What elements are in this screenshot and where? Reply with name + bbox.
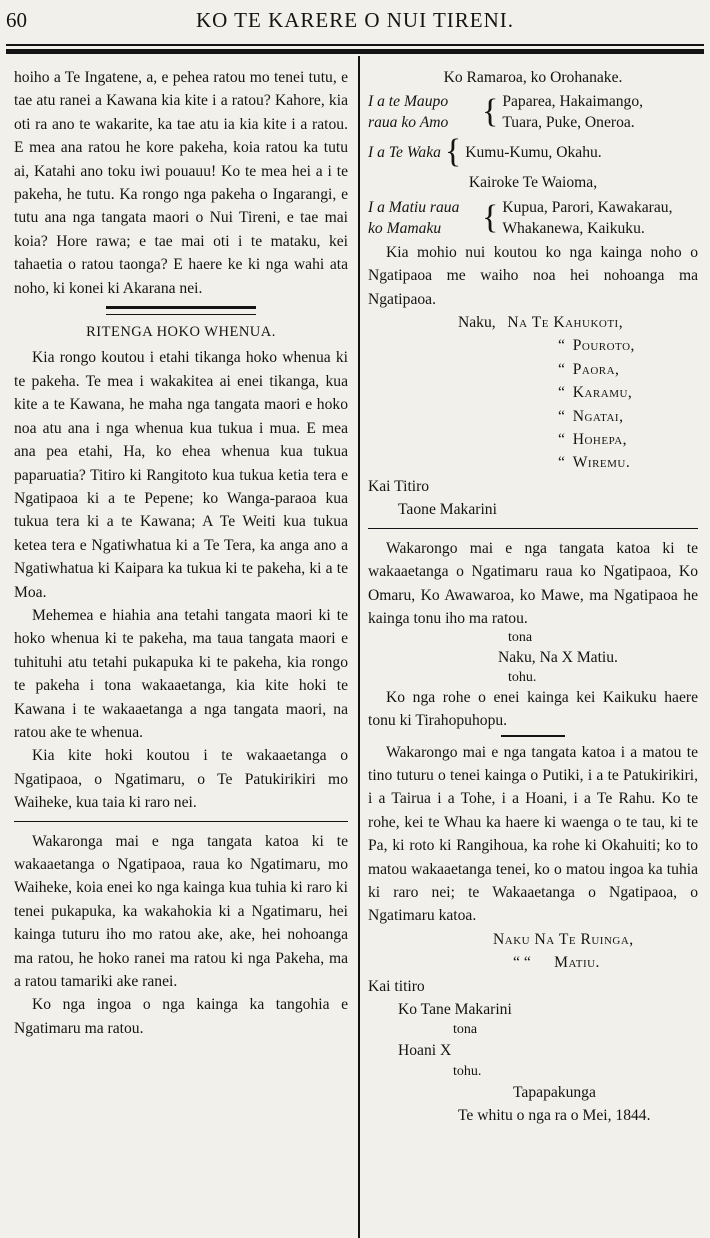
pair-2-owner: I a Te Waka xyxy=(368,143,441,161)
signature-line-main xyxy=(368,311,698,334)
pair-2-places: Kumu-Kumu, Okahu. xyxy=(465,143,602,161)
land-pair-1 xyxy=(368,91,698,133)
pair-1-owner-a: I a te Maupo xyxy=(368,93,449,111)
witness-label-2: Kai titiro xyxy=(368,977,425,995)
pair-1-owner-b: raua ko Amo xyxy=(368,114,449,132)
land-pair-2 xyxy=(368,135,698,169)
witness-name-2: Ko Tane Makarini xyxy=(398,1001,512,1018)
right-paragraph-4: Wakarongo mai e nga tangata katoa i a matou te tino tuturu o tenei kainga o Putiki, i a te Patukirikiri, i a Tairua i a Tohe, i a Hoani, i a Te Rahu. Ko te rohe, kei te Whau ka haere ki waenga o te tau, ki te Pa, ki roto ki Rangihoua, ka rohe ki Okahuiti; ko to matou wakaaetanga tenei, ko o matou ingoa ka tuhia ki raro nei; te Wakaaetanga o Ngatipaoa, o Ngatimaru katoa. xyxy=(368,743,698,925)
left-paragraph-2: Kia rongo koutou i etahi tikanga hoko whenua ki te pakeha. Te mea i wakakitea ai enei tikanga, kua kite a te Kawana, he maha nga tangata maori e hoko noa atu ana i nga whenua kua tukua i mua. E mea ana pea etahi, Ha, ko ehea whenua kua tukua paparuatia? Titiro ki Rangitoto kua tukua ketia tera e Ngatipaoa ki a te Pepene; ko Wanga-paraoa kua tukua tera ki a te Kawana; A Te Weiti kua tukua ketea tera e Ngatiwhatua ki a Te Tera, ka anga ano a Ngatiwhatua ki Kaipara ka tukua ki te pakeha, ki a te Moa. xyxy=(14,349,348,601)
tapapakunga: Tapapakunga xyxy=(513,1083,596,1101)
signature-line xyxy=(368,381,698,404)
mark-tona: tona xyxy=(508,630,533,646)
brace-icon: { xyxy=(482,93,499,131)
brace-icon: { xyxy=(444,133,462,171)
signature-line xyxy=(368,334,698,357)
signature-name: Karamu, xyxy=(572,384,633,402)
pair-1-place-a: Paparea, Hakaimango, xyxy=(502,93,644,111)
left-separator xyxy=(14,821,348,822)
signature-name: Paora, xyxy=(572,360,620,378)
ditto-marks: “ “ xyxy=(513,954,531,972)
signature-name: Hohepa, xyxy=(572,431,628,449)
page-number: 60 xyxy=(6,8,27,32)
date-line: Te whitu o nga ra o Mei, 1844. xyxy=(458,1107,651,1125)
mark-tohu-2: tohu. xyxy=(453,1063,482,1079)
ditto-mark: “ xyxy=(558,360,565,378)
masthead-title: KO TE KARERE O NUI TIRENI. xyxy=(195,8,515,32)
right-paragraph-1: Kia mohio nui koutou ko nga kainga noho o Ngatipaoa me waiho noa hei nohoanga ma Ngatipaoa. xyxy=(368,243,698,308)
signature-line-3 xyxy=(368,951,698,974)
signature-naku: Naku, xyxy=(458,314,496,332)
signature-name: Ngatai, xyxy=(572,407,624,425)
place-line-1: Ko Ramaroa, ko Orohanake. xyxy=(443,69,623,86)
signature-line xyxy=(368,428,698,451)
column-divider xyxy=(358,56,360,1238)
signature-name: Wiremu. xyxy=(572,454,631,472)
left-paragraph-3: Mehemea e hiahia ana tetahi tangata maori ki te hoko whenua ki te pakeha, ma taua tangata maori e tuhituhi atu tetahi pukapuka ki te pakeha, kia rongo te pakeha i tona wakaaetanga, kia kite hoki te Kawana i te wakaaetanga a nga tangata maori, na ratou ake te whenua. xyxy=(14,606,348,741)
right-column xyxy=(368,66,698,1128)
pair-3-owner-a: I a Matiu raua xyxy=(368,198,460,216)
pair-3-place-a: Kupua, Parori, Kawakarau, xyxy=(502,198,673,216)
mark-signature: Naku, Na X Matiu. xyxy=(498,649,618,667)
witness-name: Taone Makarini xyxy=(398,501,497,519)
pair-1-places xyxy=(502,91,643,133)
ditto-mark: “ xyxy=(558,337,565,355)
signature-ruinga: Naku Na Te Ruinga, xyxy=(493,930,634,948)
header-rule-thick xyxy=(6,49,704,54)
signature-line xyxy=(368,405,698,428)
right-paragraph-2: Wakarongo mai e nga tangata katoa ki te wakaaetanga o Ngatimaru raua ko Ngatipaoa, Ko Omaru, Ko Awawaroa, ko Mawe, ma Ngatipaoa he kainga tonu iho ma ratou. xyxy=(368,539,698,627)
right-paragraph-3: Ko nga rohe o enei kainga kei Kaikuku haere tonu ki Tirahopuhopu. xyxy=(368,688,698,730)
left-paragraph-1: hoiho a Te Ingatene, a, e pehea ratou mo tenei tutu, e tae atu ranei a Kawana kia kite i a ratou? Kahore, kia oti ra ano te wakarite, ka tae atu ia kia kite i a ratou. E mea ana ratou he kore pakeha, koia ratou ka tutu ai, Katahi ano toku iwi pouauu! Ko te mea hei a i te pakeha, he tutu. Ka rongo nga pakeha o Ingarangi, e tutu ana nga tangata maori o Nui Tireni, e tae mai koia? Hore rawa; e tae mai oti i te mataku, kei tahaetia o ratou taonga? E haere ke ki nga wahi ata noho, ki konei ki Akarana nei. xyxy=(14,69,348,297)
pair-1-place-b: Tuara, Puke, Oneroa. xyxy=(502,114,635,132)
section-ornament-rule xyxy=(106,306,256,315)
ditto-mark: “ xyxy=(558,407,565,425)
signature-name: Pouroto, xyxy=(572,337,635,355)
ditto-mark: “ xyxy=(558,384,565,402)
land-pair-3 xyxy=(368,197,698,239)
mark-tohu: tohu. xyxy=(508,669,537,685)
place-line-2: Kairoke Te Waioma, xyxy=(468,174,598,192)
signature-line xyxy=(368,358,698,381)
brace-icon: { xyxy=(482,198,499,236)
mark-hoani: Hoani X xyxy=(398,1042,452,1060)
witness-label: Kai Titiro xyxy=(368,477,430,495)
header-rule-thin xyxy=(6,44,704,46)
pair-3-owner-b: ko Mamaku xyxy=(368,219,442,237)
right-short-rule xyxy=(501,735,565,737)
pair-1-owners xyxy=(368,91,478,133)
pair-3-place-b: Whakanewa, Kaikuku. xyxy=(502,219,645,237)
signature-first-name: Na Te Kahukoti, xyxy=(507,314,624,332)
pair-3-places xyxy=(502,197,672,239)
left-paragraph-4: Kia kite hoki koutou i te wakaaetanga o Ngatipaoa, o Ngatimaru, o Te Patukirikiri mo Waiheke, kua taia ki raro nei. xyxy=(14,747,348,812)
ditto-mark: “ xyxy=(558,454,565,472)
right-separator-1 xyxy=(368,528,698,529)
pair-3-owners xyxy=(368,197,478,239)
mark-tona-2: tona xyxy=(453,1022,478,1038)
ditto-mark: “ xyxy=(558,431,565,449)
left-column xyxy=(14,66,348,1040)
left-paragraph-6: Ko nga ingoa o nga kainga ka tangohia e Ngatimaru ma ratou. xyxy=(14,996,348,1037)
signature-line-2 xyxy=(368,928,698,951)
signature-matiu: Matiu. xyxy=(554,954,600,972)
section-heading: RITENGA HOKO WHENUA. xyxy=(86,324,276,341)
signature-line xyxy=(368,451,698,474)
left-paragraph-5: Wakaronga mai e nga tangata katoa ki te wakaaetanga o Ngatipaoa, raua ko Ngatimaru, mo Waiheke, koia enei ko nga kainga kua tuhia ki raro ki tenei pukapuka, ka wakahokia ki a Ngatimaru, hei kainga tuturu iho mo ratou ake, ake, hei nohoanga ma ratou, he hoko ranei ma ratou ki nga Pakeha, ma a ratou tamariki ake ranei. xyxy=(14,832,348,991)
